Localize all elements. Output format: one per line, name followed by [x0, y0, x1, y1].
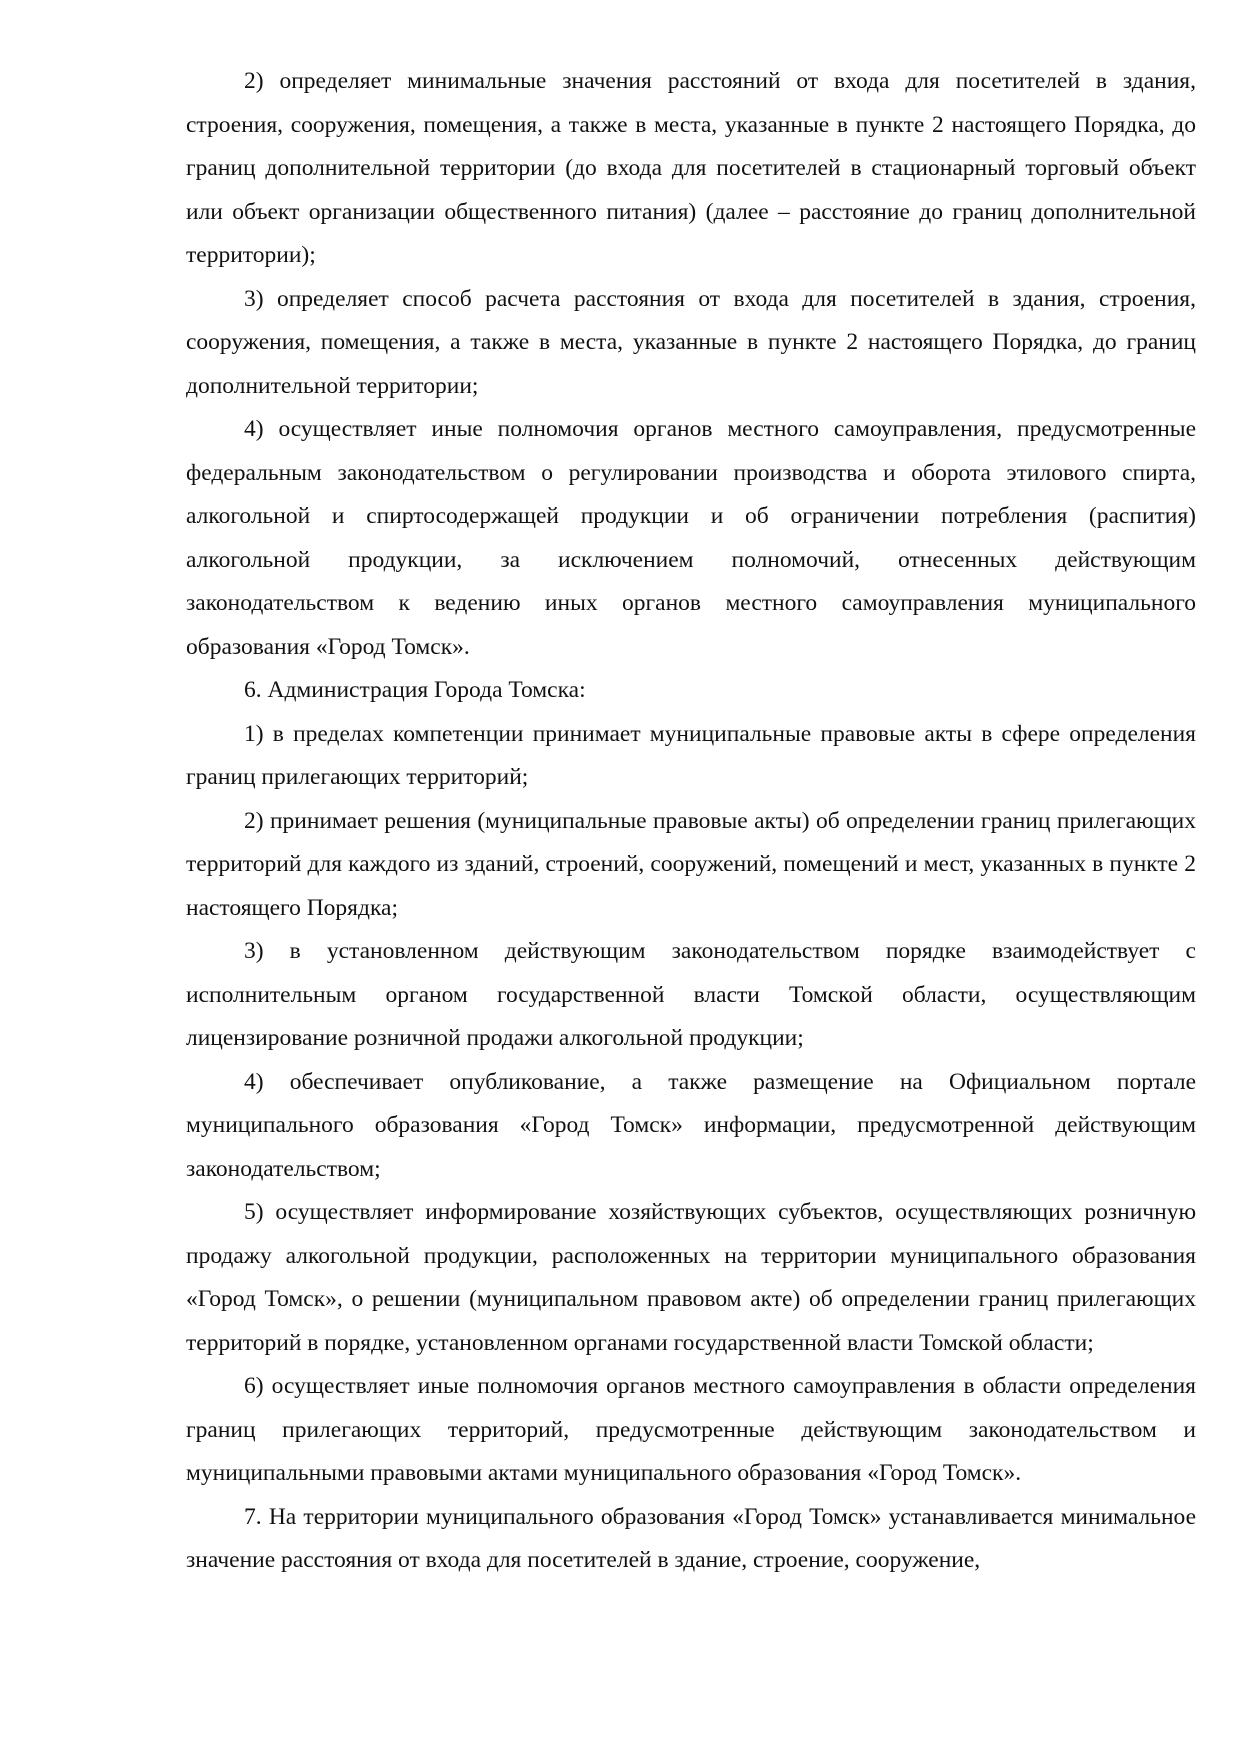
- paragraph-6-2-decisions: 2) принимает решения (муниципальные правовые акты) об определении границ прилегающих территорий для каждого из зданий, строений, сооружений, помещений и мест, указанных в пункте 2 настоящего Порядка;: [186, 807, 1196, 921]
- paragraph-6-1-legal-acts: 1) в пределах компетенции принимает муниципальные правовые акты в сфере определения границ прилегающих территорий;: [186, 720, 1196, 790]
- paragraph-6-6-other-powers: 6) осуществляет иные полномочия органов местного самоуправления в области определения границ прилегающих территорий, предусмотренные действующим законодательством и муниципальными правовыми актами муниципального образования «Город Томск».: [186, 1373, 1196, 1486]
- section-6-heading: 6. Администрация Города Томска:: [244, 677, 586, 703]
- paragraph-item-4-other-powers: 4) осуществляет иные полномочия органов местного самоуправления, предусмотренные федеральным законодательством о регулировании производства и оборота этилового спирта, алкогольной и спиртосодержащей продукции и об ограничении потребления (распития) алкогольной продукции, за исключением полномочий, отнесенных действующим законодательством к ведению иных органов местного самоуправления муниципального образования «Город Томск».: [186, 416, 1196, 660]
- paragraph-6-5-informing: 5) осуществляет информирование хозяйствующих субъектов, осуществляющих розничную продажу алкогольной продукции, расположенных на территории муниципального образования «Город Томск», о решении (муниципальном правовом акте) об определении границ прилегающих территорий в порядке, установленном органами государственной власти Томской области;: [186, 1199, 1196, 1356]
- section-7-text: 7. На территории муниципального образования «Город Томск» устанавливается минимальное значение расстояния от входа для посетителей в здание, строение, сооружение,: [186, 1503, 1196, 1573]
- paragraph-item-2-distance-values: 2) определяет минимальные значения расстояний от входа для посетителей в здания, строения, сооружения, помещения, а также в места, указанные в пункте 2 настоящего Порядка, до границ дополнительной территории (до входа для посетителей в стационарный торговый объект или объект организации общественного питания) (далее – расстояние до границ дополнительной территории);: [186, 68, 1196, 268]
- paragraph-item-3-distance-method: 3) определяет способ расчета расстояния от входа для посетителей в здания, строения, сооружения, помещения, а также в места, указанные в пункте 2 настоящего Порядка, до границ дополнительной территории;: [186, 285, 1196, 399]
- paragraph-6-4-publication: 4) обеспечивает опубликование, а также размещение на Официальном портале муниципального образования «Город Томск» информации, предусмотренной действующим законодательством;: [186, 1068, 1196, 1182]
- paragraph-6-3-interaction: 3) в установленном действующим законодательством порядке взаимодействует с исполнительным органом государственной власти Томской области, осуществляющим лицензирование розничной продажи алкогольной продукции;: [186, 938, 1196, 1051]
- document-page: [186, 60, 1196, 1583]
